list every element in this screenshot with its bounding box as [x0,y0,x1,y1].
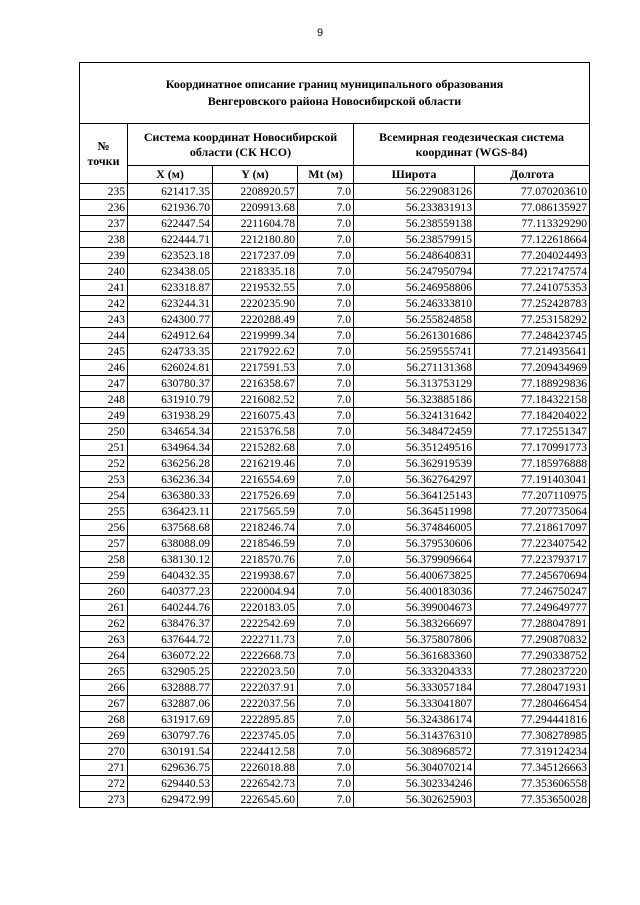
latitude-cell: 56.364511998 [354,504,475,520]
latitude-cell: 56.255824858 [354,312,475,328]
column-group-wgs84: Всемирная геодезическая система координат (WGS-84) [354,124,590,166]
table-row [80,376,590,392]
point-number-cell: 242 [80,296,128,312]
latitude-cell: 56.233831913 [354,200,475,216]
y-cell: 2216082.52 [213,392,298,408]
latitude-cell: 56.379909664 [354,552,475,568]
longitude-cell: 77.253158292 [475,312,590,328]
table-row [80,792,590,808]
longitude-cell: 77.280237220 [475,664,590,680]
table-row [80,728,590,744]
y-cell: 2212180.80 [213,232,298,248]
longitude-cell: 77.353606558 [475,776,590,792]
longitude-cell: 77.308278985 [475,728,590,744]
y-cell: 2216219.46 [213,456,298,472]
longitude-cell: 77.319124234 [475,744,590,760]
latitude-cell: 56.308968572 [354,744,475,760]
x-cell: 638130.12 [128,552,213,568]
mt-cell: 7.0 [298,328,354,344]
x-cell: 623438.05 [128,264,213,280]
longitude-cell: 77.223407542 [475,536,590,552]
longitude-cell: 77.353650028 [475,792,590,808]
y-cell: 2211604.78 [213,216,298,232]
y-cell: 2222037.56 [213,696,298,712]
longitude-cell: 77.122618664 [475,232,590,248]
mt-cell: 7.0 [298,392,354,408]
x-cell: 631917.69 [128,712,213,728]
mt-cell: 7.0 [298,440,354,456]
x-cell: 636072.22 [128,648,213,664]
x-cell: 636256.28 [128,456,213,472]
table-row [80,200,590,216]
y-cell: 2218335.18 [213,264,298,280]
latitude-cell: 56.238559138 [354,216,475,232]
latitude-cell: 56.362919539 [354,456,475,472]
table-row [80,536,590,552]
latitude-cell: 56.247950794 [354,264,475,280]
x-cell: 629636.75 [128,760,213,776]
longitude-cell: 77.280471931 [475,680,590,696]
longitude-cell: 77.290870832 [475,632,590,648]
y-cell: 2226545.60 [213,792,298,808]
latitude-cell: 56.375807806 [354,632,475,648]
x-cell: 638088.09 [128,536,213,552]
latitude-cell: 56.364125143 [354,488,475,504]
table-row [80,776,590,792]
point-number-cell: 260 [80,584,128,600]
page-number: 9 [316,27,324,39]
table-row [80,280,590,296]
point-number-cell: 264 [80,648,128,664]
latitude-cell: 56.314376310 [354,728,475,744]
x-cell: 636380.33 [128,488,213,504]
y-cell: 2219532.55 [213,280,298,296]
table-title-line2: Венгеровского района Новосибирской области [207,94,462,108]
x-cell: 634964.34 [128,440,213,456]
x-cell: 630780.37 [128,376,213,392]
latitude-cell: 56.324131642 [354,408,475,424]
x-cell: 637644.72 [128,632,213,648]
x-cell: 637568.68 [128,520,213,536]
latitude-cell: 56.374846005 [354,520,475,536]
mt-cell: 7.0 [298,488,354,504]
x-cell: 630191.54 [128,744,213,760]
point-number-cell: 245 [80,344,128,360]
x-cell: 621936.70 [128,200,213,216]
longitude-cell: 77.288047891 [475,616,590,632]
point-number-cell: 255 [80,504,128,520]
mt-cell: 7.0 [298,456,354,472]
point-number-cell: 247 [80,376,128,392]
latitude-cell: 56.304070214 [354,760,475,776]
latitude-cell: 56.238579915 [354,232,475,248]
table-row [80,760,590,776]
y-cell: 2217526.69 [213,488,298,504]
latitude-cell: 56.379530606 [354,536,475,552]
latitude-cell: 56.302625903 [354,792,475,808]
x-cell: 623318.87 [128,280,213,296]
y-cell: 2222668.73 [213,648,298,664]
latitude-cell: 56.246333810 [354,296,475,312]
longitude-cell: 77.188929836 [475,376,590,392]
x-cell: 621417.35 [128,184,213,200]
y-cell: 2217591.53 [213,360,298,376]
table-row [80,232,590,248]
point-number-cell: 257 [80,536,128,552]
point-number-cell: 253 [80,472,128,488]
table-row [80,456,590,472]
mt-cell: 7.0 [298,408,354,424]
point-number-cell: 258 [80,552,128,568]
mt-cell: 7.0 [298,200,354,216]
table-row [80,616,590,632]
mt-cell: 7.0 [298,744,354,760]
y-cell: 2222895.85 [213,712,298,728]
y-cell: 2216358.67 [213,376,298,392]
latitude-cell: 56.323885186 [354,392,475,408]
x-cell: 630797.76 [128,728,213,744]
latitude-cell: 56.259555741 [354,344,475,360]
point-number-cell: 246 [80,360,128,376]
y-cell: 2220288.49 [213,312,298,328]
point-number-cell: 268 [80,712,128,728]
x-cell: 636236.34 [128,472,213,488]
mt-cell: 7.0 [298,360,354,376]
point-number-cell: 251 [80,440,128,456]
x-cell: 640432.35 [128,568,213,584]
latitude-cell: 56.361683360 [354,648,475,664]
table-row [80,408,590,424]
point-number-cell: 266 [80,680,128,696]
longitude-cell: 77.184204022 [475,408,590,424]
point-number-cell: 237 [80,216,128,232]
longitude-cell: 77.214935641 [475,344,590,360]
latitude-cell: 56.348472459 [354,424,475,440]
point-number-cell: 263 [80,632,128,648]
mt-cell: 7.0 [298,552,354,568]
longitude-cell: 77.218617097 [475,520,590,536]
longitude-cell: 77.248423745 [475,328,590,344]
mt-cell: 7.0 [298,296,354,312]
latitude-cell: 56.383266697 [354,616,475,632]
table-row [80,248,590,264]
table-row [80,712,590,728]
latitude-cell: 56.246958806 [354,280,475,296]
point-number-cell: 248 [80,392,128,408]
longitude-cell: 77.209434969 [475,360,590,376]
x-cell: 632887.06 [128,696,213,712]
mt-cell: 7.0 [298,248,354,264]
y-cell: 2215376.58 [213,424,298,440]
point-number-cell: 256 [80,520,128,536]
mt-cell: 7.0 [298,696,354,712]
column-header-x: X (м) [128,166,213,184]
latitude-cell: 56.399004673 [354,600,475,616]
x-cell: 622447.54 [128,216,213,232]
longitude-cell: 77.191403041 [475,472,590,488]
table-row [80,600,590,616]
table-row [80,392,590,408]
y-cell: 2217922.62 [213,344,298,360]
mt-cell: 7.0 [298,664,354,680]
y-cell: 2219999.34 [213,328,298,344]
point-number-cell: 238 [80,232,128,248]
mt-cell: 7.0 [298,680,354,696]
latitude-cell: 56.333057184 [354,680,475,696]
y-cell: 2220004.94 [213,584,298,600]
y-cell: 2208920.57 [213,184,298,200]
point-number-cell: 235 [80,184,128,200]
x-cell: 640377.23 [128,584,213,600]
table-row [80,696,590,712]
point-number-cell: 269 [80,728,128,744]
x-cell: 624300.77 [128,312,213,328]
mt-cell: 7.0 [298,184,354,200]
latitude-cell: 56.271131368 [354,360,475,376]
y-cell: 2209913.68 [213,200,298,216]
table-row [80,344,590,360]
longitude-cell: 77.252428783 [475,296,590,312]
latitude-cell: 56.229083126 [354,184,475,200]
longitude-cell: 77.223793717 [475,552,590,568]
longitude-cell: 77.241075353 [475,280,590,296]
mt-cell: 7.0 [298,584,354,600]
y-cell: 2226542.73 [213,776,298,792]
y-cell: 2215282.68 [213,440,298,456]
longitude-cell: 77.290338752 [475,648,590,664]
point-number-cell: 240 [80,264,128,280]
longitude-cell: 77.245670694 [475,568,590,584]
x-cell: 632905.25 [128,664,213,680]
mt-cell: 7.0 [298,632,354,648]
point-number-cell: 262 [80,616,128,632]
x-cell: 629472.99 [128,792,213,808]
mt-cell: 7.0 [298,312,354,328]
y-cell: 2217565.59 [213,504,298,520]
longitude-cell: 77.070203610 [475,184,590,200]
table-row [80,360,590,376]
mt-cell: 7.0 [298,472,354,488]
y-cell: 2220183.05 [213,600,298,616]
point-number-cell: 265 [80,664,128,680]
point-number-cell: 259 [80,568,128,584]
table-row [80,264,590,280]
longitude-cell: 77.086135927 [475,200,590,216]
point-number-cell: 261 [80,600,128,616]
mt-cell: 7.0 [298,648,354,664]
longitude-cell: 77.204024493 [475,248,590,264]
table-row [80,664,590,680]
mt-cell: 7.0 [298,232,354,248]
mt-cell: 7.0 [298,712,354,728]
y-cell: 2226018.88 [213,760,298,776]
point-number-cell: 270 [80,744,128,760]
mt-cell: 7.0 [298,600,354,616]
mt-cell: 7.0 [298,504,354,520]
latitude-cell: 56.313753129 [354,376,475,392]
column-header-longitude: Долгота [475,166,590,184]
table-row [80,584,590,600]
y-cell: 2216554.69 [213,472,298,488]
y-cell: 2219938.67 [213,568,298,584]
table-row [80,216,590,232]
y-cell: 2224412.58 [213,744,298,760]
coordinates-table [79,62,590,808]
longitude-cell: 77.246750247 [475,584,590,600]
table-row [80,424,590,440]
x-cell: 638476.37 [128,616,213,632]
mt-cell: 7.0 [298,568,354,584]
longitude-cell: 77.294441816 [475,712,590,728]
latitude-cell: 56.261301686 [354,328,475,344]
column-header-y: Y (м) [213,166,298,184]
mt-cell: 7.0 [298,776,354,792]
mt-cell: 7.0 [298,728,354,744]
table-row [80,520,590,536]
latitude-cell: 56.362764297 [354,472,475,488]
table-row [80,504,590,520]
column-header-latitude: Широта [354,166,475,184]
table-row [80,632,590,648]
latitude-cell: 56.333041807 [354,696,475,712]
table-row [80,184,590,200]
latitude-cell: 56.333204333 [354,664,475,680]
x-cell: 636423.11 [128,504,213,520]
table-row [80,648,590,664]
x-cell: 624733.35 [128,344,213,360]
point-number-cell: 272 [80,776,128,792]
x-cell: 624912.64 [128,328,213,344]
x-cell: 631938.29 [128,408,213,424]
longitude-cell: 77.221747574 [475,264,590,280]
y-cell: 2216075.43 [213,408,298,424]
x-cell: 623523.18 [128,248,213,264]
mt-cell: 7.0 [298,616,354,632]
table-row [80,552,590,568]
point-number-cell: 236 [80,200,128,216]
table-row [80,488,590,504]
x-cell: 626024.81 [128,360,213,376]
table-row [80,312,590,328]
y-cell: 2218246.74 [213,520,298,536]
point-number-cell: 252 [80,456,128,472]
mt-cell: 7.0 [298,280,354,296]
point-number-cell: 241 [80,280,128,296]
column-header-mt: Mt (м) [298,166,354,184]
x-cell: 622444.71 [128,232,213,248]
longitude-cell: 77.280466454 [475,696,590,712]
longitude-cell: 77.113329290 [475,216,590,232]
y-cell: 2222542.69 [213,616,298,632]
mt-cell: 7.0 [298,792,354,808]
point-number-cell: 271 [80,760,128,776]
x-cell: 632888.77 [128,680,213,696]
longitude-cell: 77.184322158 [475,392,590,408]
point-number-cell: 273 [80,792,128,808]
longitude-cell: 77.207735064 [475,504,590,520]
y-cell: 2220235.90 [213,296,298,312]
table-row [80,296,590,312]
longitude-cell: 77.249649777 [475,600,590,616]
longitude-cell: 77.345126663 [475,760,590,776]
point-number-cell: 254 [80,488,128,504]
point-number-cell: 243 [80,312,128,328]
point-number-cell: 249 [80,408,128,424]
table-row [80,680,590,696]
table-body [80,184,590,808]
latitude-cell: 56.400183036 [354,584,475,600]
mt-cell: 7.0 [298,424,354,440]
latitude-cell: 56.324386174 [354,712,475,728]
x-cell: 623244.31 [128,296,213,312]
longitude-cell: 77.170991773 [475,440,590,456]
point-number-cell: 244 [80,328,128,344]
longitude-cell: 77.207110975 [475,488,590,504]
mt-cell: 7.0 [298,216,354,232]
table-title [80,63,590,124]
table-title-line1: Координатное описание границ муниципального образования [165,77,504,91]
latitude-cell: 56.302334246 [354,776,475,792]
table-row [80,472,590,488]
latitude-cell: 56.400673825 [354,568,475,584]
y-cell: 2222037.91 [213,680,298,696]
x-cell: 631910.79 [128,392,213,408]
longitude-cell: 77.185976888 [475,456,590,472]
point-number-cell: 250 [80,424,128,440]
point-number-cell: 267 [80,696,128,712]
y-cell: 2222711.73 [213,632,298,648]
table-row [80,568,590,584]
mt-cell: 7.0 [298,344,354,360]
table-row [80,440,590,456]
mt-cell: 7.0 [298,376,354,392]
y-cell: 2223745.05 [213,728,298,744]
x-cell: 640244.76 [128,600,213,616]
y-cell: 2222023.50 [213,664,298,680]
column-group-nso: Система координат Новосибирской области (СК НСО) [128,124,354,166]
column-header-point-number: № точки [80,124,128,184]
mt-cell: 7.0 [298,520,354,536]
x-cell: 634654.34 [128,424,213,440]
y-cell: 2217237.09 [213,248,298,264]
mt-cell: 7.0 [298,264,354,280]
mt-cell: 7.0 [298,760,354,776]
mt-cell: 7.0 [298,536,354,552]
latitude-cell: 56.351249516 [354,440,475,456]
table-row [80,328,590,344]
latitude-cell: 56.248640831 [354,248,475,264]
point-number-cell: 239 [80,248,128,264]
table-row [80,744,590,760]
y-cell: 2218546.59 [213,536,298,552]
y-cell: 2218570.76 [213,552,298,568]
longitude-cell: 77.172551347 [475,424,590,440]
x-cell: 629440.53 [128,776,213,792]
